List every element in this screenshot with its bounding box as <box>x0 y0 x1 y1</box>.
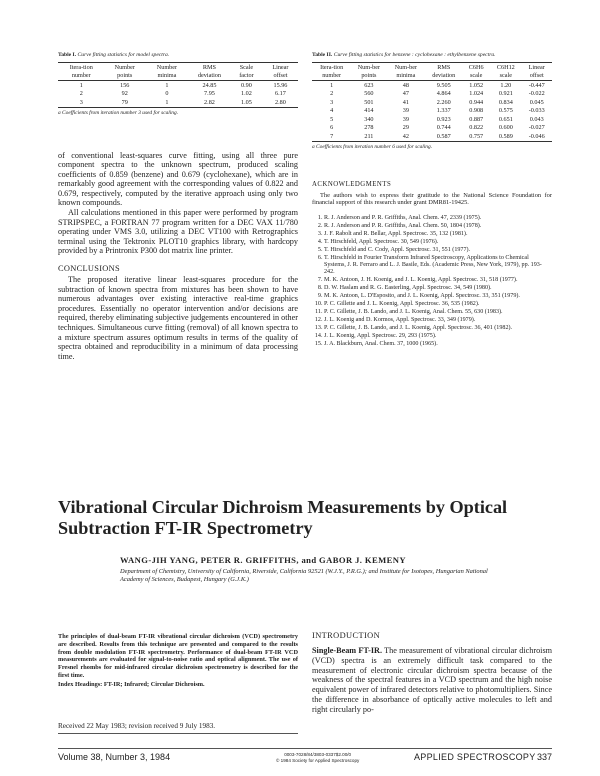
introduction-body: The measurement of vibrational circular dichroism (VCD) spectra is an extremely difficult task compared to the measurement of electronic circular dichroism spectra because of the weakness of the spectral features in a VCD spectrum and the high noise equivalent power of infrared detectors relative to photomultipliers. Since the difference in absorbance of optically active molecules to left and right circularly po- <box>312 646 553 714</box>
table-2-footnote: a Coefficients from iteration number 6 used for scaling. <box>312 143 433 150</box>
table-cell: 6.17 <box>275 90 286 97</box>
table-2-header: Num-ber points <box>351 63 386 81</box>
table-cell: 623 <box>364 81 374 89</box>
reference-item: 12. J. L. Koenig and D. Kormos, Appl. Spectrosc. 33, 349 (1979). <box>324 317 552 324</box>
reference-item: 5. T. Hirschfeld and C. Cody, Appl. Spectrosc. 31, 551 (1977). <box>324 247 552 254</box>
right-column <box>312 52 552 349</box>
references-list <box>312 215 552 348</box>
table-cell: 47 <box>402 90 409 97</box>
footer-journal: APPLIED SPECTROSCOPY <box>414 752 536 762</box>
table-cell: 1.05 <box>230 98 263 107</box>
table-row <box>58 81 298 90</box>
table-cell: 0.923 <box>436 115 451 123</box>
body-paragraph: The proposed iterative linear least-squares procedure for the subtraction of known spectra from mixtures has been shown to have numerous advantages over existing interactive real-time graphics procedures. Essentially no operator intervention and/or decisions are required, thereby eliminating subjective judgements encountered in other techniques. Simultaneous curve fitting (removal) of all known spectra to a mixture spectrum assures optimum results in terms of the quality of spectra obtained and reproducibility in a minimum of data processing time. <box>58 275 298 361</box>
table-cell: 0.589 <box>490 132 521 141</box>
table-1-header: RMS deviation <box>189 63 230 81</box>
table-2 <box>312 52 552 151</box>
index-headings: Index Headings: FT-IR; Infrared; Circular Dichroism. <box>58 680 205 688</box>
table-cell: 278 <box>364 124 374 131</box>
table-2-number: Table II. <box>312 52 333 58</box>
table-2-header: C6H6 scale <box>462 63 490 81</box>
reference-item: 8. D. W. Haslam and R. G. Easterling, Appl. Spectrosc. 34, 549 (1980). <box>324 285 552 292</box>
table-cell: 1 <box>79 81 83 89</box>
reference-item: 9. M. K. Antoon, L. D'Esposito, and J. L. Koenig, Appl. Spectrosc. 33, 351 (1979). <box>324 293 552 300</box>
table-cell: 4 <box>330 107 334 114</box>
table-cell: 1 <box>330 81 334 89</box>
table-cell: 42 <box>386 132 425 141</box>
table-cell: 414 <box>364 107 374 114</box>
footer-volume: Volume 38, Number 3, 1984 <box>58 752 171 762</box>
table-cell: 0.651 <box>498 115 513 123</box>
abstract <box>58 633 298 688</box>
table-1-grid <box>58 62 298 108</box>
table-cell: -0.447 <box>528 81 545 89</box>
divider <box>58 733 298 734</box>
table-1-header: Itera-tion number <box>58 63 105 81</box>
table-cell: 9.505 <box>436 81 451 89</box>
table-cell: -0.022 <box>528 90 545 97</box>
table-cell: 0.944 <box>469 98 484 106</box>
table-cell: 2.82 <box>189 98 230 107</box>
introduction <box>312 631 552 715</box>
table-cell: 39 <box>402 107 409 114</box>
reference-item: 7. M. K. Antoon, J. H. Koenig, and J. L. Koenig, Appl. Spectrosc. 31, 518 (1977). <box>324 277 552 284</box>
table-cell: 0 <box>165 90 169 97</box>
table-1-caption <box>58 52 298 59</box>
reference-item: 14. J. L. Koenig, Appl. Spectrosc. 29, 293 (1975). <box>324 333 552 340</box>
table-1-header: Number points <box>105 63 145 81</box>
table-cell: 7 <box>312 132 351 141</box>
reference-item: 1. R. J. Anderson and P. R. Griffiths, Anal. Chem. 47, 2339 (1975). <box>324 215 552 222</box>
reference-item: 2. R. J. Anderson and P. R. Griffiths, Anal. Chem. 50, 1804 (1978). <box>324 223 552 230</box>
table-cell: 29 <box>402 124 409 131</box>
table-1-header: Linear offset <box>263 63 298 81</box>
body-paragraph: All calculations mentioned in this paper were performed by program STRIPSPEC, a FORTRAN 77 program written for a DEC VAX 11/780 operating under VMS 3.0, utilizing a DEC VT100 with Retrographics terminal using the Tektronix PLOT10 graphics library, with hardcopy provided by a Printronix P300 dot matrix line printer. <box>58 208 298 256</box>
table-2-caption <box>312 52 552 59</box>
table-cell: 0.587 <box>425 132 462 141</box>
table-1-footnote-text: Coefficients from iteration number 3 used for scaling. <box>62 109 179 116</box>
table-cell: 1 <box>165 81 169 89</box>
table-cell: 0.822 <box>469 124 484 131</box>
table-1-title: Curve fitting statistics for model spectra. <box>77 52 170 58</box>
table-cell: 211 <box>351 132 386 141</box>
table-cell: 2 <box>79 90 83 97</box>
table-2-title: Curve fitting statistics for benzene : cyclohexane : ethylbenzene spectra. <box>333 52 496 58</box>
table-row <box>312 90 552 99</box>
table-cell: 340 <box>364 115 374 123</box>
table-cell: 4.864 <box>436 90 451 97</box>
table-cell: 0.600 <box>498 124 513 131</box>
acknowledgments-heading: ACKNOWLEDGMENTS <box>312 180 392 188</box>
table-cell: 501 <box>364 98 374 106</box>
table-cell: 15.96 <box>273 81 288 89</box>
table-cell: 0.757 <box>462 132 490 141</box>
table-cell: 2 <box>330 90 334 97</box>
table-cell: 1.20 <box>500 81 512 89</box>
table-cell: 1.337 <box>436 107 451 114</box>
table-cell: 5 <box>330 115 334 123</box>
table-cell: 41 <box>402 98 409 106</box>
acknowledgments-text: The authors wish to express their gratitude to the National Science Foundation for financial support of this research under grant DMR81-19425. <box>312 191 552 207</box>
table-cell: 39 <box>402 115 409 123</box>
table-row <box>312 107 552 116</box>
abstract-text: The principles of dual-beam FT-IR vibrational circular dichroism (VCD) spectrometry are described. Results from this technique are presented and compared to the results from double modulation FT-IR spectrometry. Performance of dual-beam FT-IR VCD measurements are evaluated for signal-to-noise ratio and optical alignment. The use of Fresnel rhombs for mid-infrared circular dichroism spectrometry is described for the first time. <box>58 633 298 679</box>
table-cell: 6 <box>330 124 334 131</box>
reference-item: 6. T. Hirschfeld in Fourier Transform Infrared Spectroscopy, Applications to Chemical Systems, J. R. Ferraro and L. J. Basile, Eds. (Academic Press, New York, 1979), pp. 193-242. <box>324 255 552 277</box>
article-title: Vibrational Circular Dichroism Measurements by Optical Subtraction FT-IR Spectrometry <box>58 497 508 538</box>
table-cell: 560 <box>364 90 374 97</box>
table-2-header: Num-ber minima <box>386 63 425 81</box>
table-cell: 24.85 <box>202 81 217 89</box>
table-2-header: Itera-tion number <box>312 63 351 81</box>
table-2-header: RMS deviation <box>425 63 462 81</box>
footer-code: 0003-7028/84/3803-0337$2.00/0 <box>284 752 352 757</box>
table-cell: 0.834 <box>498 98 513 106</box>
table-cell: -0.046 <box>521 132 552 141</box>
introduction-text <box>312 646 552 715</box>
table-row <box>312 81 552 90</box>
table-cell: 7.95 <box>204 90 215 97</box>
table-row <box>58 90 298 99</box>
table-cell: 0.045 <box>529 98 544 106</box>
reference-item: 10. P. C. Gillette and J. L. Koenig, Appl. Spectrosc. 36, 535 (1982). <box>324 301 552 308</box>
table-cell: 1.052 <box>469 81 484 89</box>
reference-item: 15. J. A. Blackburn, Anal. Chem. 37, 1000 (1965). <box>324 341 552 348</box>
reference-item: 11. P. C. Gillette, J. B. Lando, and J. L. Koenig, Anal. Chem. 55, 630 (1983). <box>324 309 552 316</box>
table-1-header: Scale factor <box>230 63 263 81</box>
table-row <box>312 98 552 107</box>
table-cell: 0.575 <box>498 107 513 114</box>
table-cell: 0.90 <box>241 81 252 89</box>
table-row <box>312 115 552 124</box>
table-2-footnote-text: Coefficients from iteration number 6 used for scaling. <box>316 143 433 150</box>
table-cell: 92 <box>121 90 128 97</box>
reference-item: 13. P. C. Gillette, J. B. Lando, and J. L. Koenig, Appl. Spectrosc. 36, 401 (1982). <box>324 325 552 332</box>
table-1-footnote: a Coefficients from iteration number 3 used for scaling. <box>58 109 179 116</box>
section-heading-introduction: INTRODUCTION <box>312 631 381 640</box>
table-2-header: C6H12 scale <box>490 63 521 81</box>
table-cell: -0.033 <box>528 107 545 114</box>
introduction-lead: Single-Beam FT-IR. <box>312 646 382 655</box>
table-1-header: Number minima <box>145 63 189 81</box>
table-cell: 0.043 <box>529 115 544 123</box>
table-cell: -0.027 <box>528 124 545 131</box>
table-cell: 48 <box>402 81 409 89</box>
page-number: 337 <box>536 752 552 762</box>
table-2-header: Linear offset <box>521 63 552 81</box>
table-cell: 3 <box>58 98 105 107</box>
table-cell: 0.908 <box>469 107 484 114</box>
table-1-number: Table I. <box>58 52 77 58</box>
received-date: Received 22 May 1983; revision received 9 July 1983. <box>58 722 216 730</box>
table-row <box>312 124 552 133</box>
article-header <box>58 497 558 583</box>
reference-item: 4. T. Hirschfeld, Appl. Spectrosc. 30, 549 (1976). <box>324 239 552 246</box>
table-cell: 0.921 <box>498 90 513 97</box>
article-affiliation: Department of Chemistry, University of California, Riverside, California 92521 (W.J.Y., P.R.G.); and Institute for Isotopes, Hungarian National Academy of Sciences, Budapest, Hungary (G.J.K.) <box>120 568 488 583</box>
table-cell: 2.80 <box>263 98 298 107</box>
section-heading-conclusions: CONCLUSIONS <box>58 264 120 274</box>
body-paragraph: of conventional least-squares curve fitting, using all three pure component spectra to the unknown spectrum, produced scaling coefficients of 0.859 (benzene) and 0.679 (cyclohexane), which are in remarkably good agreement with the corresponding values of 0.822 and 0.679, respectively, computed by the iterative approach using only two known compounds. <box>58 150 298 208</box>
table-cell: 1 <box>145 98 189 107</box>
table-cell: 156 <box>120 81 130 89</box>
left-column <box>58 52 298 361</box>
table-cell: 3 <box>330 98 334 106</box>
table-cell: 1.02 <box>241 90 252 97</box>
article-authors: WANG-JIH YANG, PETER R. GRIFFITHS, and GABOR J. KEMENY <box>120 555 406 565</box>
table-1 <box>58 52 298 117</box>
table-cell: 79 <box>105 98 145 107</box>
table-cell: 2.260 <box>436 98 451 106</box>
footer-copyright: © 1984 Society for Applied Spectroscopy <box>276 757 360 763</box>
table-cell: 0.887 <box>469 115 484 123</box>
footer-codes <box>276 752 359 763</box>
table-cell: 1.024 <box>469 90 484 97</box>
table-row <box>58 98 298 107</box>
table-2-grid <box>312 62 552 142</box>
table-cell: 0.744 <box>436 124 451 131</box>
reference-item: 3. J. F. Rabolt and R. Bellar, Appl. Spectrosc. 35, 132 (1981). <box>324 231 552 238</box>
table-row <box>312 132 552 141</box>
page-footer <box>58 748 552 765</box>
